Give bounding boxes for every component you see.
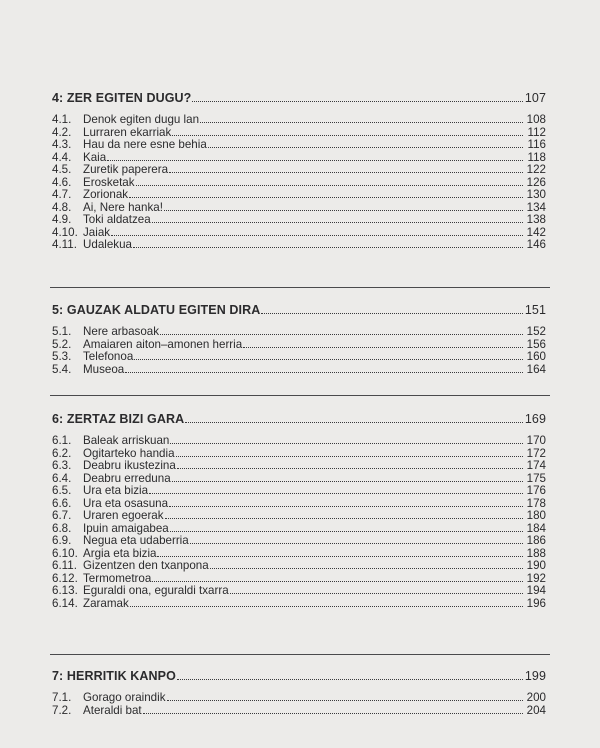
entry-number: 6.8. [52,521,72,535]
entry-title: Kaia [83,150,107,164]
entry-title: Hau da nere esne behia [83,138,207,151]
entry-number: 5.1. [52,325,72,338]
toc-section-5 [52,303,546,376]
toc-entry [52,214,546,227]
entry-number: 4.2. [52,125,72,139]
entry-title: Erosketak [83,175,135,189]
toc-section-6 [52,412,546,610]
toc-entry [52,460,546,473]
entry-page-number: 172 [526,446,546,460]
entry-title: Gizentzen den txanpona [83,559,209,572]
entry-page-number: 164 [526,362,546,376]
entry-title: Ipuin amaigabea [83,521,169,535]
entry-number: 6.9. [52,534,72,547]
toc-section-4 [52,91,546,252]
entry-title: Zaramak [83,596,129,610]
dot-leader [165,518,523,519]
entry-page-number: 108 [526,113,546,126]
entry-number: 5.4. [52,362,72,376]
entry-page-number: 184 [526,521,546,535]
entry-title: Eguraldi ona, eguraldi txarra [83,584,229,597]
entry-number: 7.2. [52,703,72,717]
toc-entry [52,535,546,548]
dot-leader [136,185,523,186]
entry-title: Amaiaren aiton–amonen herria [83,337,243,351]
dot-leader [157,556,523,557]
entry-number: 4.7. [52,188,72,201]
entry-page-number: 122 [526,163,546,176]
entry-page-number: 152 [526,325,546,338]
entry-number: 5.3. [52,350,72,363]
toc-entry [52,239,546,252]
section-page-number: 169 [524,412,546,426]
entry-page-number: 156 [526,337,546,351]
entry-title: Zuretik paperera [83,163,169,176]
entry-page-number: 200 [526,691,546,704]
dot-leader [261,313,523,314]
entry-page-number: 134 [526,200,546,214]
toc-entry [52,485,546,498]
toc-entry [52,139,546,152]
section-title: 6: ZERTAZ BIZI GARA [52,412,185,426]
entry-title: Ateraldi bat [83,703,142,717]
entry-title: Argia eta bizia [83,546,157,560]
dot-leader [169,172,523,173]
entry-number: 6.5. [52,484,72,497]
toc-entry [52,585,546,598]
section-title: 4: ZER EGITEN DUGU? [52,91,192,105]
dot-leader [170,443,523,444]
entry-title: Toki aldatzea [83,213,151,226]
entry-title: Zorionak [83,188,129,201]
entry-number: 4.5. [52,163,72,176]
dot-leader [200,122,523,123]
section-page-number: 199 [524,669,546,683]
section-divider [50,287,550,288]
dot-leader [177,679,523,680]
entry-page-number: 116 [527,138,546,151]
entry-number: 4.6. [52,175,72,189]
entry-title: Ogitarteko handia [83,446,175,460]
dot-leader [160,334,523,335]
entry-number: 6.3. [52,459,72,472]
entry-page-number: 178 [526,496,546,510]
toc-entry [52,326,546,339]
entry-title: Gorago oraindik [83,691,166,704]
entry-page-number: 118 [527,150,546,164]
entry-number: 4.8. [52,200,72,214]
entry-page-number: 112 [527,125,546,139]
entry-title: Negua eta udaberria [83,534,189,547]
dot-leader [230,593,523,594]
dot-leader [243,347,523,348]
entry-number: 7.1. [52,691,72,704]
entry-page-number: 130 [526,188,546,201]
dot-leader [111,235,523,236]
entry-title: Ura eta osasuna [83,496,169,510]
dot-leader [129,197,523,198]
entry-title: Museoa [83,362,125,376]
entry-number: 6.1. [52,434,72,447]
entry-number: 4.4. [52,150,72,164]
section-divider [50,395,550,396]
dot-leader [192,101,523,102]
entry-title: Uraren egoerak [83,509,164,522]
toc-entry [52,351,546,364]
entry-page-number: 192 [526,571,546,585]
section-divider [50,654,550,655]
dot-leader [149,493,523,494]
dot-leader [185,422,523,423]
dot-leader [133,247,523,248]
dot-leader [169,506,523,507]
toc-entry [52,560,546,573]
entry-page-number: 170 [526,434,546,447]
toc-entry [52,189,546,202]
entry-number: 6.13. [52,584,78,597]
entry-title: Deabru ikustezina [83,459,176,472]
entry-number: 6.10. [52,546,78,560]
toc-entry [52,114,546,127]
dot-leader [172,135,523,136]
toc-entry [52,705,546,718]
dot-leader [130,606,523,607]
dot-leader [134,359,523,360]
entry-page-number: 142 [526,225,546,239]
entry-number: 6.4. [52,471,72,485]
entry-page-number: 138 [526,213,546,226]
entry-number: 4.3. [52,138,72,151]
entry-page-number: 160 [526,350,546,363]
entry-page-number: 126 [526,175,546,189]
dot-leader [210,568,523,569]
entry-title: Telefonoa [83,350,134,363]
entry-number: 6.2. [52,446,72,460]
section-title: 5: GAUZAK ALDATU EGITEN DIRA [52,303,261,317]
entry-number: 4.9. [52,213,72,226]
toc-entry [52,364,546,377]
entry-page-number: 204 [526,703,546,717]
entry-number: 6.7. [52,509,72,522]
dot-leader [176,456,523,457]
toc-entry [52,164,546,177]
dot-leader [177,468,523,469]
toc-entry [52,598,546,611]
entry-page-number: 175 [526,471,546,485]
section-page-number: 107 [524,91,546,105]
entry-page-number: 190 [526,559,546,572]
toc-entry [52,510,546,523]
entry-number: 6.14. [52,596,78,610]
section-entries [52,114,546,252]
entry-title: Udalekua [83,238,132,251]
entry-number: 6.12. [52,571,78,585]
dot-leader [164,210,523,211]
entry-page-number: 186 [526,534,546,547]
entry-title: Ura eta bizia [83,484,149,497]
entry-number: 6.6. [52,496,72,510]
dot-leader [167,700,524,701]
section-page-number: 151 [524,303,546,317]
section-heading [52,412,546,426]
entry-title: Deabru erreduna [83,471,171,485]
section-entries [52,435,546,610]
section-heading [52,669,546,683]
toc-section-7 [52,669,546,717]
dot-leader [170,531,523,532]
dot-leader [190,543,523,544]
entry-title: Lurraren ekarriak [83,125,172,139]
entry-page-number: 174 [526,459,546,472]
dot-leader [143,713,523,714]
entry-title: Nere arbasoak [83,325,160,338]
entry-number: 5.2. [52,337,72,351]
entry-title: Baleak arriskuan [83,434,170,447]
entry-title: Denok egiten dugu lan [83,113,200,126]
section-heading [52,91,546,105]
dot-leader [152,222,523,223]
entry-page-number: 176 [526,484,546,497]
section-entries [52,692,546,717]
entry-number: 4.11. [52,238,77,251]
entry-title: Ai, Nere hanka! [83,200,163,214]
entry-page-number: 146 [526,238,546,251]
entry-page-number: 180 [526,509,546,522]
dot-leader [208,147,523,148]
entry-title: Termometroa [83,571,152,585]
entry-page-number: 188 [526,546,546,560]
dot-leader [107,160,523,161]
entry-page-number: 196 [526,596,546,610]
toc-entry [52,435,546,448]
toc-entry [52,692,546,705]
entry-number: 4.1. [52,113,72,126]
entry-page-number: 194 [526,584,546,597]
entry-number: 6.11. [52,559,77,572]
section-heading [52,303,546,317]
section-entries [52,326,546,376]
entry-title: Jaiak [83,225,111,239]
dot-leader [172,481,523,482]
dot-leader [125,372,523,373]
entry-number: 4.10. [52,225,78,239]
dot-leader [152,581,523,582]
section-title: 7: HERRITIK KANPO [52,669,176,683]
